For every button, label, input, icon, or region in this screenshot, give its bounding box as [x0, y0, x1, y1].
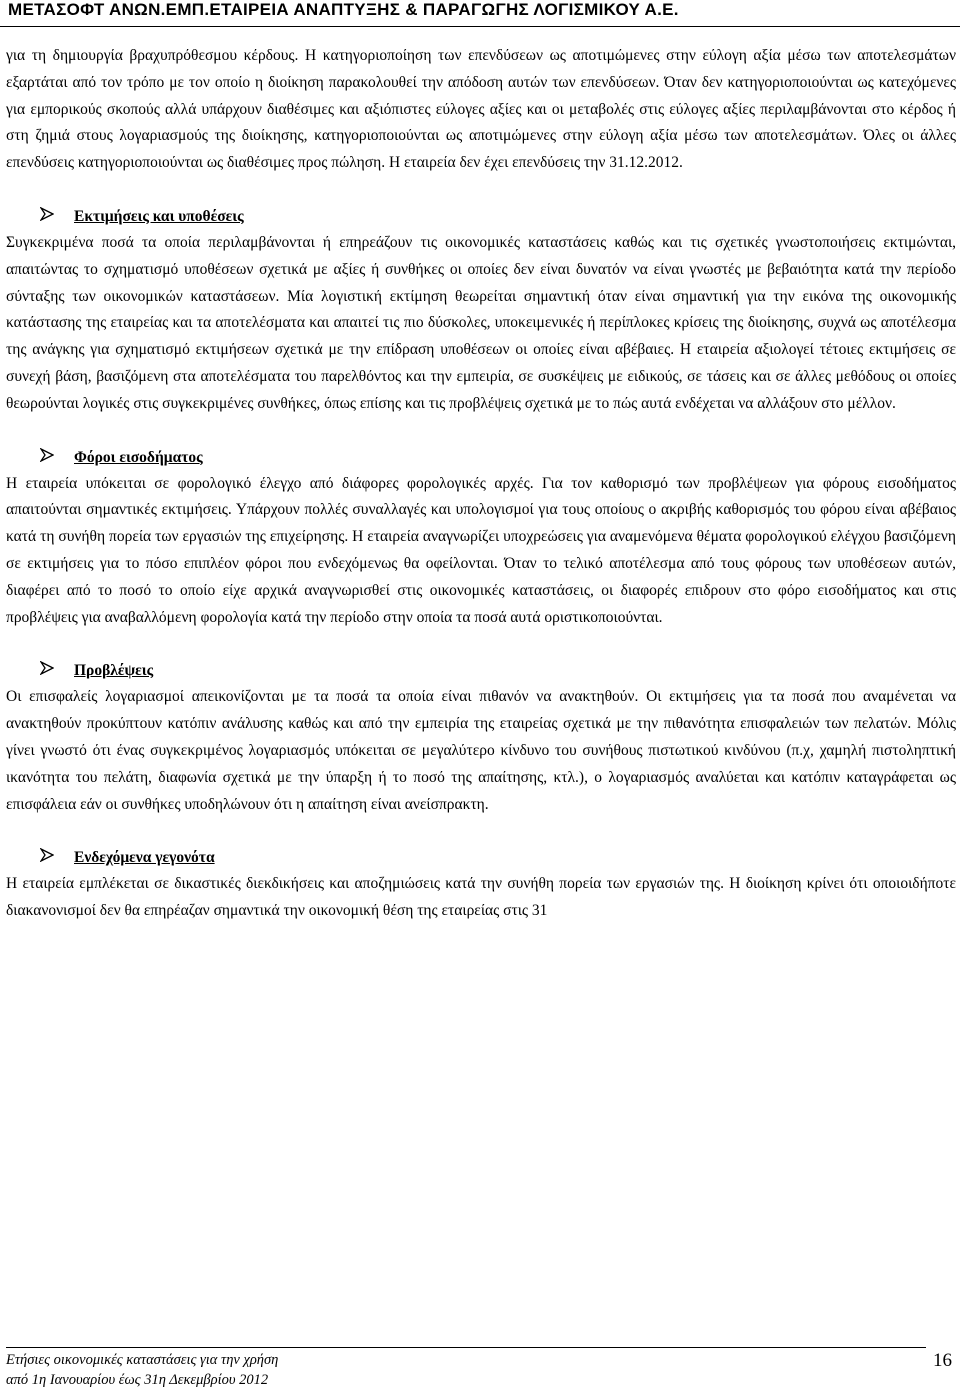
arrow-bullet-icon	[40, 844, 62, 871]
section-heading	[6, 844, 956, 871]
heading-provisions: Προβλέψεις	[74, 662, 154, 680]
header-title: ΜΕΤΑΣΟΦΤ ΑΝΩΝ.ΕΜΠ.ΕΤΑΙΡΕΙΑ ΑΝΑΠΤΥΞΗΣ & ΠΑΡΑΓΩΓΗΣ ΛΟΓΙΣΜΙΚΟΥ Α.Ε.	[8, 0, 679, 19]
heading-estimates: Εκτιμήσεις και υποθέσεις	[74, 207, 244, 225]
header-divider	[0, 26, 960, 27]
footer-caption	[6, 1350, 278, 1390]
paragraph-provisions: Οι επισφαλείς λογαριασμοί απεικονίζονται με τα ποσά τα οποία είναι πιθανόν να ανακτηθούν. Οι εκτιμήσεις για τα ποσά που αναμένεται να ανακτηθούν προκύπτουν κατόπιν ανάλυσης καθώς και από την εμπειρία της εταιρείας σχετικά με την πιθανότητα επισφαλειών των πελατών. Μόλις γίνει γνωστό ότι ένας συγκεκριμένος λογαριασμός υπόκειται σε μεγαλύτερο κίνδυνο του συνήθους πιστωτικού κινδύνου (π.χ, χαμηλή πιστοληπτική ικανότητα του πελάτη, διαφωνία σχετικά με την ύπαρξη ή το ποσό της απαίτησης, κτλ.), ο λογαριασμός αναλύεται και κατόπιν καταγράφεται ως επισφάλεια εάν οι συνθήκες υποδηλώνουν ότι η απαίτηση είναι ανείσπρακτη.	[6, 688, 956, 813]
section-heading	[6, 657, 956, 684]
section-income-tax	[6, 444, 956, 632]
arrow-bullet-icon	[40, 444, 62, 471]
footer-line-2: από 1η Ιανουαρίου έως 31η Δεκεμβρίου 2012	[6, 1372, 269, 1388]
section-heading	[6, 444, 956, 471]
footer-divider	[6, 1347, 926, 1348]
arrow-bullet-icon	[40, 657, 62, 684]
section-provisions	[6, 657, 956, 818]
heading-income-tax: Φόροι εισοδήματος	[74, 448, 203, 466]
page-header	[0, 0, 960, 24]
section-contingencies	[6, 844, 956, 925]
paragraph-contingencies: Η εταιρεία εμπλέκεται σε δικαστικές διεκδικήσεις και αποζημιώσεις κατά την συνήθη πορεία των εργασιών της. Η διοίκηση κρίνει ότι οποιοιδήποτε διακανονισμοί δεν θα επηρέαζαν σημαντικά την οικονομική θέση της εταιρείας στις 31	[6, 875, 956, 920]
section-estimates	[6, 203, 956, 418]
section-heading	[6, 203, 956, 230]
arrow-bullet-icon	[40, 203, 62, 230]
paragraph-income-tax: Η εταιρεία υπόκειται σε φορολογικό έλεγχο από διάφορες φορολογικές αρχές. Για τον καθορισμό των προβλέψεων για φόρους εισοδήματος απαιτούνται σημαντικές εκτιμήσεις. Υπάρχουν πολλές συναλλαγές και υπολογισμοί για τους οποίους ο ακριβής καθορισμός του φόρου είναι αβέβαιος κατά τη συνήθη πορεία των εργασιών της επιχείρησης. Η εταιρεία αναγνωρίζει υποχρεώσεις για αναμενόμενα θέματα φορολογικού ελέγχου βασιζόμενη σε εκτιμήσεις για το πόσο επιπλέον φόροι που ενδεχόμενως θα οφείλονται. Όταν το τελικό αποτέλεσμα από τους φόρους των υποθέσεων αυτών, διαφέρει από το ποσό το οποίο είχε αρχικά αναγνωρισθεί στις οικονομικές καταστάσεις, οι διαφορές επιδρουν στο φόρο εισοδήματος και στις προβλέψεις για αναβαλλόμενη φορολογία κατά την περίοδο στην οποία τα ποσά αυτά οριστικοποιούνται.	[6, 474, 956, 626]
heading-contingencies: Ενδεχόμενα γεγονότα	[74, 849, 215, 867]
paragraph-estimates: Συγκεκριμένα ποσά τα οποία περιλαμβάνονται ή επηρεάζουν τις οικονομικές καταστάσεις καθώς και τις σχετικές γνωστοποιήσεις εκτιμώνται, απαιτώντας το σχηματισμό υποθέσεων σχετικά με αξίες ή συνθήκες οι οποίες δεν είναι δυνατόν να είναι γνωστές με βεβαιότητα κατά την περίοδο σύνταξης των οικονομικών καταστάσεων. Μία λογιστική εκτίμηση θεωρείται σημαντική όταν είναι σημαντική για την εικόνα της οικονομικής κατάστασης της εταιρείας και τα αποτελέσματα και απαιτεί τις πιο δύσκολες, υποκειμενικές ή περίπλοκες κρίσεις της διοίκησης, συχνά ως αποτέλεσμα της ανάγκης για σχηματισμό εκτιμήσεων σχετικά με την επίδραση υποθέσεων οι οποίες είναι αβέβαιες. Η εταιρεία αξιολογεί τέτοιες εκτιμήσεις σε συνεχή βάση, βασιζόμενη στα αποτελέσματα του παρελθόντος και την εμπειρία, σε συσκέψεις με ειδικούς, σε τάσεις και σε άλλες μεθόδους οι οποίες θεωρούνται λογικές στις συγκεκριμένες συνθήκες, όπως επίσης και τις προβλέψεις σχετικά με το πώς αυτά ενδέχεται να αλλάξουν στο μέλλον.	[6, 233, 956, 412]
intro-paragraph: για τη δημιουργία βραχυπρόθεσμου κέρδους. Η κατηγοριοποίηση των επενδύσεων ως αποτιμώμενες στην εύλογη αξία μέσω των αποτελεσμάτων εξαρτάται από τον τρόπο με τον οποίο η διοίκηση παρακολουθεί την απόδοση αυτών των επενδύσεων. Όταν δεν κατηγοριοποιούνται ως κατεχόμενες για εμπορικούς σκοπούς αλλά υπάρχουν διαθέσιμες και αξιόπιστες εύλογες αξίες και οι μεταβολές στις εύλογες αξίες περιλαμβάνονται στο κέρδος ή στη ζημιά στους λογαριασμούς της διοίκησης, κατηγοριοποιούνται ως αποτιμώμενες στην εύλογη αξία μέσω των αποτελεσμάτων. Όλες οι άλλες επενδύσεις κατηγοριοποιούνται ως διαθέσιμες προς πώληση. Η εταιρεία δεν έχει επενδύσεις την 31.12.2012.	[6, 47, 956, 172]
document-body	[6, 43, 956, 925]
footer-line-1: Ετήσιες οικονομικές καταστάσεις για την χρήση	[6, 1352, 279, 1368]
page-number: 16	[933, 1350, 952, 1371]
